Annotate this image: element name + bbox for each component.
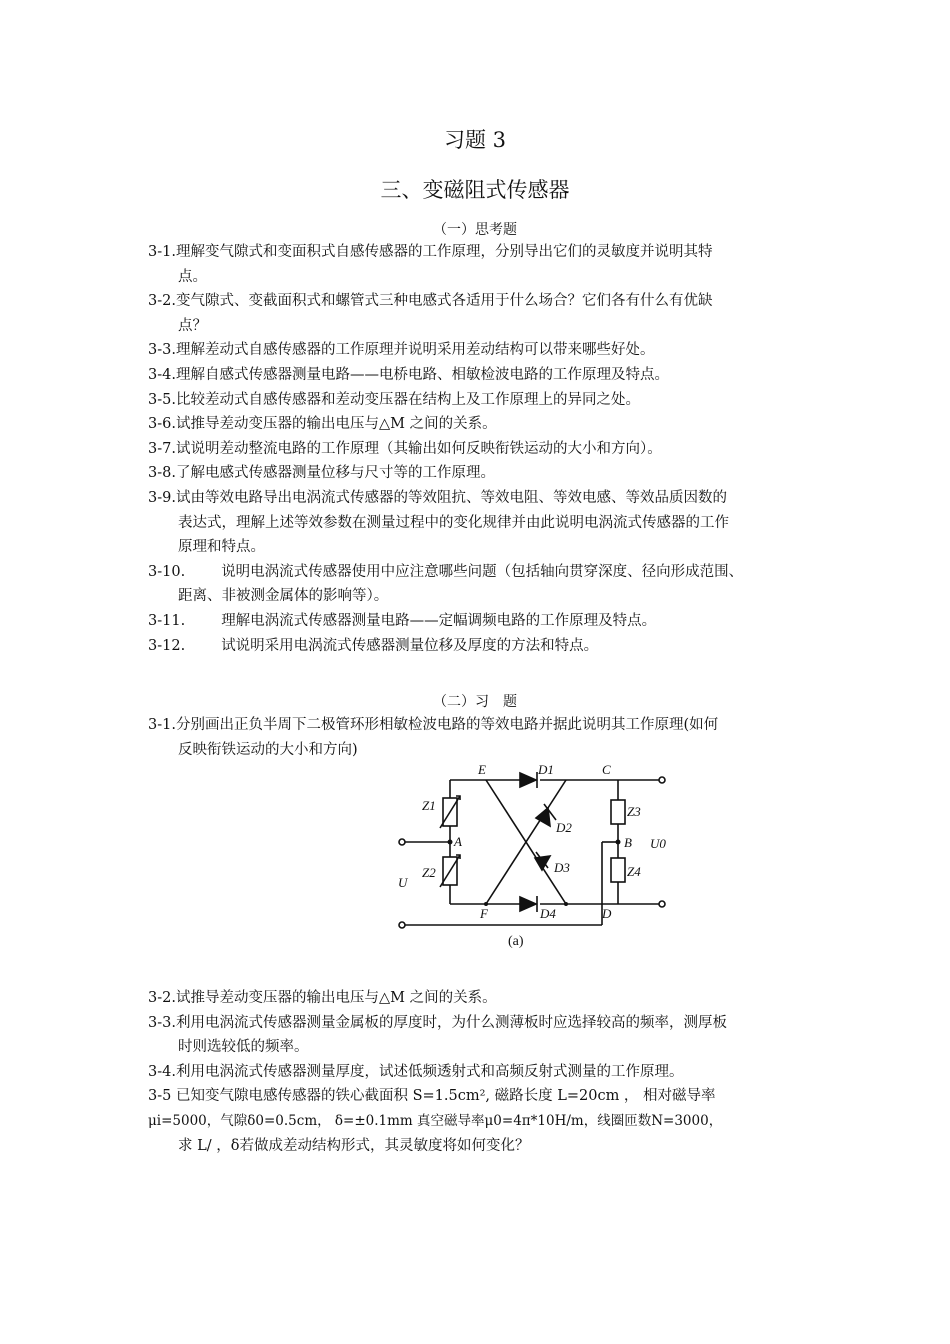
thinking-questions-list (148, 240, 813, 658)
question-item: 3-7.试说明差动整流电路的工作原理（其输出如何反映衔铁运动的大小和方向）。 (148, 440, 662, 457)
chapter-title: 三、变磁阻式传感器 (380, 178, 570, 202)
label-F: F (480, 906, 488, 921)
question-item: 3-11. 理解电涡流式传感器测量电路——定幅调频电路的工作原理及特点。 (148, 612, 657, 629)
phase-sensitive-detector-diagram (390, 762, 680, 952)
exercise-item-5-line1: 3-5 已知变气隙电感传感器的铁心截面积 S=1.5cm², 磁路长度 L=20cm ， 相对磁导率 (148, 1088, 716, 1105)
label-D3: D3 (554, 860, 570, 875)
question-item: 3-1.理解变气隙式和变面积式自感传感器的工作原理，分别导出它们的灵敏度并说明其特 (148, 244, 713, 260)
label-E: E (478, 762, 486, 777)
question-continuation: 距离、非被测金属体的影响等）。 (178, 588, 389, 605)
exercise-item-5-line3: 求 L/ ，δ若做成差动结构形式，其灵敏度将如何变化？ (178, 1137, 530, 1154)
exercise-item-1: 3-1.分别画出正负半周下二极管环形相敏检波电路的等效电路并据此说明其工作原理(如何 反映衔铁运动的大小和方向) (148, 717, 719, 758)
label-C: C (602, 762, 611, 777)
label-D2: D2 (556, 820, 572, 835)
label-D1: D1 (538, 762, 554, 777)
label-Z3: Z3 (627, 804, 641, 819)
question-item: 3-10. 说明电涡流式传感器使用中应注意哪些问题（包括轴向贯穿深度、径向形成范围、 (148, 563, 744, 580)
label-Z1: Z1 (422, 798, 436, 813)
label-D4: D4 (540, 906, 556, 921)
label-A: A (454, 834, 462, 849)
question-item: 3-8.了解电感式传感器测量位移与尺寸等的工作原理。 (148, 465, 495, 482)
exercise-item: 3-2.试推导差动变压器的输出电压与△M 之间的关系。 (148, 990, 497, 1006)
question-item: 3-9.试由等效电路导出电涡流式传感器的等效阻抗、等效电阻、等效电感、等效品质因数的 (148, 489, 727, 506)
question-continuation: 点？ (178, 317, 207, 334)
label-Z2: Z2 (422, 865, 436, 880)
question-continuation: 表达式，理解上述等效参数在测量过程中的变化规律并由此说明电涡流式传感器的工作 (178, 514, 729, 531)
exercise-item: 3-4.利用电涡流式传感器测量厚度，试述低频透射式和高频反射式测量的工作原理。 (148, 1063, 684, 1080)
question-item: 3-2.变气隙式、变截面积式和螺管式三种电感式各适用于什么场合？它们各有什么有优缺 (148, 293, 713, 310)
question-item: 3-5.比较差动式自感传感器和差动变压器在结构上及工作原理上的异同之处。 (148, 391, 640, 408)
exercise-title: 习题 3 (443, 128, 507, 152)
question-item: 3-3.理解差动式自感传感器的工作原理并说明采用差动结构可以带来哪些好处。 (148, 342, 655, 359)
question-item: 3-12. 试说明采用电涡流式传感器测量位移及厚度的方法和特点。 (148, 637, 599, 654)
question-item: 3-6.试推导差动变压器的输出电压与△M 之间的关系。 (148, 416, 497, 433)
question-continuation: 原理和特点。 (178, 539, 265, 556)
exercise-item-5-line2: μi=5000，气隙δ0=0.5cm， δ=±0.1mm 真空磁导率μ0=4π*10H/m，线圈匝数N=3000， (148, 1112, 723, 1129)
label-D: D (602, 906, 612, 921)
label-U: U (398, 875, 408, 890)
section-thinking-questions: （一）思考题 (433, 222, 517, 238)
exercise-list (148, 986, 813, 1158)
label-U0: U0 (650, 836, 666, 851)
exercise-item: 3-3.利用电涡流式传感器测量金属板的厚度时，为什么测薄板时应选择较高的频率，测厚板 (148, 1014, 727, 1031)
section-exercises: （二）习 题 (433, 694, 517, 710)
label-B: B (624, 835, 632, 850)
diagram-caption: (a) (508, 934, 524, 949)
question-item: 3-4.理解自感式传感器测量电路——电桥电路、相敏检波电路的工作原理及特点。 (148, 366, 669, 383)
exercise-continuation: 时则选较低的频率。 (178, 1039, 309, 1056)
label-Z4: Z4 (627, 864, 641, 879)
question-continuation: 点。 (178, 268, 207, 285)
